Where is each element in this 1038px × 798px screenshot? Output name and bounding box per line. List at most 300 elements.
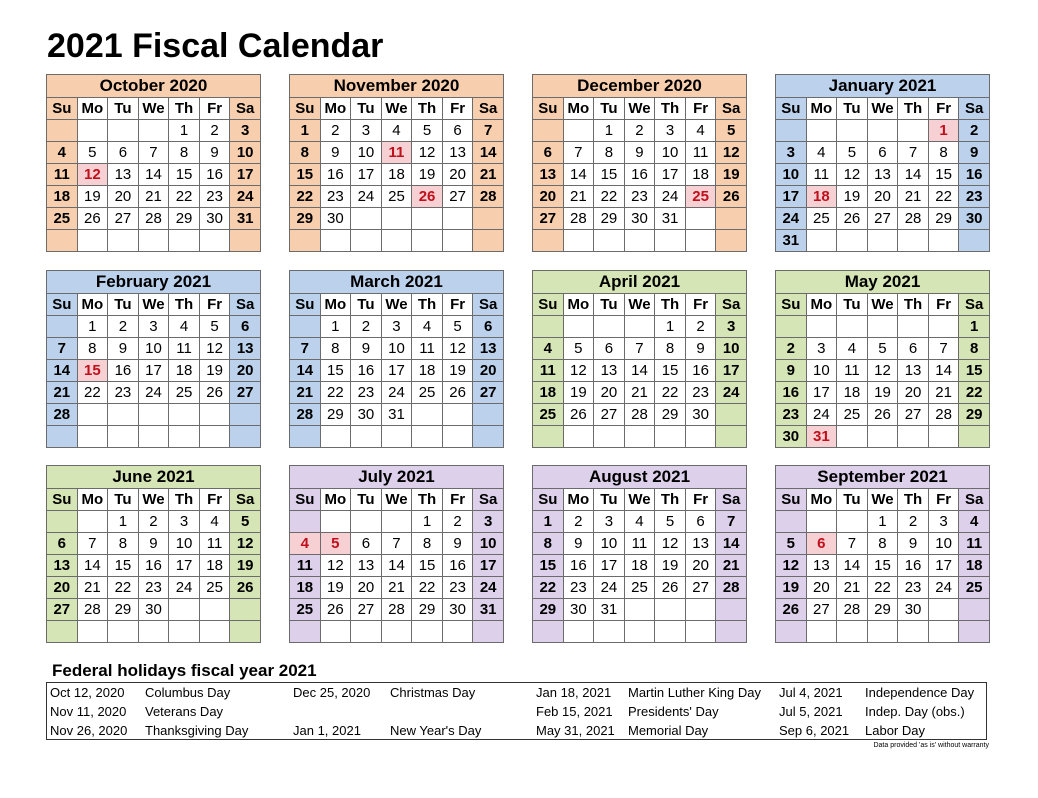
day-cell: 4 <box>806 142 837 164</box>
empty-cell <box>959 230 990 252</box>
day-cell: 7 <box>898 142 929 164</box>
day-cell: 3 <box>169 511 200 533</box>
holiday-day-cell: 25 <box>685 186 716 208</box>
weekday-header: Sa <box>230 294 261 316</box>
day-cell: 1 <box>108 511 139 533</box>
day-cell: 12 <box>867 360 898 382</box>
day-cell: 14 <box>716 533 747 555</box>
weekday-header: We <box>624 98 655 120</box>
weekday-header: We <box>138 294 169 316</box>
day-cell: 3 <box>230 120 261 142</box>
day-cell: 2 <box>898 511 929 533</box>
holiday-day-cell: 12 <box>77 164 108 186</box>
empty-cell <box>169 621 200 643</box>
day-cell: 5 <box>716 120 747 142</box>
weekday-header: Fr <box>928 294 959 316</box>
day-cell: 20 <box>442 164 473 186</box>
empty-cell <box>230 230 261 252</box>
day-cell: 19 <box>655 555 686 577</box>
empty-cell <box>47 120 78 142</box>
empty-cell <box>837 230 868 252</box>
day-cell: 2 <box>776 338 807 360</box>
day-cell: 10 <box>928 533 959 555</box>
day-cell: 15 <box>594 164 625 186</box>
weekday-header: Tu <box>108 294 139 316</box>
day-cell: 25 <box>199 577 230 599</box>
day-cell: 3 <box>473 511 504 533</box>
day-cell: 11 <box>199 533 230 555</box>
day-cell: 25 <box>837 404 868 426</box>
holiday-name: Independence Day <box>865 685 975 700</box>
day-cell: 5 <box>563 338 594 360</box>
weekday-header: Fr <box>442 294 473 316</box>
weekday-header: Fr <box>928 489 959 511</box>
empty-cell <box>867 120 898 142</box>
empty-cell <box>533 120 564 142</box>
empty-cell <box>199 426 230 448</box>
weekday-header: Su <box>776 294 807 316</box>
day-cell: 24 <box>351 186 382 208</box>
day-cell: 9 <box>108 338 139 360</box>
day-cell: 13 <box>442 142 473 164</box>
day-cell: 30 <box>351 404 382 426</box>
month-calendar <box>775 270 990 448</box>
weekday-header: We <box>867 294 898 316</box>
weekday-header: Th <box>655 294 686 316</box>
day-cell: 27 <box>108 208 139 230</box>
month-calendar <box>532 465 747 643</box>
weekday-header: Mo <box>77 294 108 316</box>
empty-cell <box>655 599 686 621</box>
day-cell: 27 <box>898 404 929 426</box>
empty-cell <box>806 621 837 643</box>
day-cell: 14 <box>928 360 959 382</box>
weekday-header: Tu <box>837 489 868 511</box>
day-cell: 22 <box>320 382 351 404</box>
empty-cell <box>806 316 837 338</box>
day-cell: 7 <box>47 338 78 360</box>
day-cell: 2 <box>108 316 139 338</box>
day-cell: 30 <box>320 208 351 230</box>
day-cell: 15 <box>655 360 686 382</box>
day-cell: 21 <box>473 164 504 186</box>
day-cell: 7 <box>928 338 959 360</box>
day-cell: 13 <box>685 533 716 555</box>
empty-cell <box>412 208 443 230</box>
day-cell: 18 <box>533 382 564 404</box>
day-cell: 26 <box>442 382 473 404</box>
month-title: April 2021 <box>533 271 747 294</box>
empty-cell <box>806 120 837 142</box>
day-cell: 16 <box>320 164 351 186</box>
weekday-header: Fr <box>199 98 230 120</box>
day-cell: 4 <box>624 511 655 533</box>
day-cell: 13 <box>533 164 564 186</box>
day-cell: 25 <box>169 382 200 404</box>
day-cell: 17 <box>716 360 747 382</box>
day-cell: 1 <box>655 316 686 338</box>
day-cell: 8 <box>412 533 443 555</box>
day-cell: 27 <box>867 208 898 230</box>
day-cell: 18 <box>290 577 321 599</box>
day-cell: 11 <box>412 338 443 360</box>
weekday-header: Fr <box>442 489 473 511</box>
empty-cell <box>624 230 655 252</box>
empty-cell <box>716 230 747 252</box>
weekday-header: Mo <box>563 98 594 120</box>
day-cell: 27 <box>442 186 473 208</box>
empty-cell <box>624 599 655 621</box>
day-cell: 8 <box>959 338 990 360</box>
empty-cell <box>928 599 959 621</box>
empty-cell <box>928 621 959 643</box>
empty-cell <box>716 621 747 643</box>
day-cell: 20 <box>685 555 716 577</box>
weekday-header: Su <box>776 98 807 120</box>
day-cell: 30 <box>685 404 716 426</box>
day-cell: 3 <box>655 120 686 142</box>
day-cell: 16 <box>959 164 990 186</box>
day-cell: 3 <box>806 338 837 360</box>
day-cell: 11 <box>806 164 837 186</box>
day-cell: 19 <box>837 186 868 208</box>
day-cell: 1 <box>959 316 990 338</box>
day-cell: 7 <box>837 533 868 555</box>
empty-cell <box>138 230 169 252</box>
weekday-header: Th <box>898 489 929 511</box>
day-cell: 10 <box>776 164 807 186</box>
empty-cell <box>624 316 655 338</box>
weekday-header: Sa <box>959 294 990 316</box>
day-cell: 3 <box>928 511 959 533</box>
weekday-header: Fr <box>685 98 716 120</box>
empty-cell <box>533 316 564 338</box>
empty-cell <box>351 426 382 448</box>
empty-cell <box>290 621 321 643</box>
empty-cell <box>594 621 625 643</box>
day-cell: 12 <box>230 533 261 555</box>
day-cell: 14 <box>624 360 655 382</box>
day-cell: 3 <box>138 316 169 338</box>
empty-cell <box>655 230 686 252</box>
day-cell: 8 <box>108 533 139 555</box>
weekday-header: Th <box>412 98 443 120</box>
day-cell: 21 <box>290 382 321 404</box>
day-cell: 15 <box>959 360 990 382</box>
empty-cell <box>928 426 959 448</box>
weekday-header: Sa <box>716 294 747 316</box>
empty-cell <box>867 621 898 643</box>
weekday-header: We <box>381 98 412 120</box>
day-cell: 6 <box>685 511 716 533</box>
holiday-row <box>47 683 986 702</box>
day-cell: 27 <box>230 382 261 404</box>
day-cell: 28 <box>928 404 959 426</box>
month-calendar <box>46 465 261 643</box>
day-cell: 14 <box>138 164 169 186</box>
day-cell: 12 <box>412 142 443 164</box>
empty-cell <box>533 426 564 448</box>
day-cell: 20 <box>47 577 78 599</box>
weekday-header: Th <box>169 294 200 316</box>
holiday-name: Veterans Day <box>145 704 224 719</box>
day-cell: 25 <box>381 186 412 208</box>
empty-cell <box>959 599 990 621</box>
day-cell: 31 <box>776 230 807 252</box>
month-title: October 2020 <box>47 75 261 98</box>
day-cell: 25 <box>290 599 321 621</box>
empty-cell <box>473 404 504 426</box>
day-cell: 25 <box>959 577 990 599</box>
day-cell: 26 <box>230 577 261 599</box>
day-cell: 30 <box>624 208 655 230</box>
day-cell: 20 <box>594 382 625 404</box>
day-cell: 21 <box>898 186 929 208</box>
weekday-header: Su <box>290 294 321 316</box>
weekday-header: Su <box>290 98 321 120</box>
day-cell: 12 <box>776 555 807 577</box>
weekday-header: Th <box>412 489 443 511</box>
month-calendar <box>532 74 747 252</box>
day-cell: 20 <box>867 186 898 208</box>
day-cell: 2 <box>563 511 594 533</box>
empty-cell <box>716 404 747 426</box>
empty-cell <box>77 426 108 448</box>
empty-cell <box>685 208 716 230</box>
day-cell: 22 <box>77 382 108 404</box>
empty-cell <box>108 120 139 142</box>
day-cell: 11 <box>533 360 564 382</box>
day-cell: 4 <box>412 316 443 338</box>
weekday-header: Fr <box>442 98 473 120</box>
day-cell: 17 <box>594 555 625 577</box>
day-cell: 10 <box>806 360 837 382</box>
day-cell: 24 <box>776 208 807 230</box>
day-cell: 25 <box>624 577 655 599</box>
day-cell: 9 <box>199 142 230 164</box>
day-cell: 21 <box>138 186 169 208</box>
day-cell: 16 <box>108 360 139 382</box>
empty-cell <box>594 426 625 448</box>
empty-cell <box>563 120 594 142</box>
day-cell: 19 <box>716 164 747 186</box>
empty-cell <box>351 511 382 533</box>
day-cell: 27 <box>685 577 716 599</box>
empty-cell <box>776 621 807 643</box>
day-cell: 13 <box>806 555 837 577</box>
empty-cell <box>442 230 473 252</box>
day-cell: 30 <box>563 599 594 621</box>
day-cell: 21 <box>77 577 108 599</box>
day-cell: 31 <box>230 208 261 230</box>
month-calendar <box>46 74 261 252</box>
weekday-header: Mo <box>77 489 108 511</box>
day-cell: 28 <box>837 599 868 621</box>
holiday-name: Martin Luther King Day <box>628 685 761 700</box>
day-cell: 12 <box>837 164 868 186</box>
empty-cell <box>47 511 78 533</box>
empty-cell <box>837 511 868 533</box>
month-calendar <box>289 270 504 448</box>
day-cell: 16 <box>442 555 473 577</box>
empty-cell <box>806 230 837 252</box>
day-cell: 21 <box>928 382 959 404</box>
weekday-header: We <box>381 294 412 316</box>
day-cell: 18 <box>412 360 443 382</box>
holidays-title: Federal holidays fiscal year 2021 <box>52 661 317 680</box>
day-cell: 4 <box>199 511 230 533</box>
empty-cell <box>685 599 716 621</box>
day-cell: 17 <box>655 164 686 186</box>
day-cell: 8 <box>928 142 959 164</box>
day-cell: 26 <box>867 404 898 426</box>
day-cell: 23 <box>199 186 230 208</box>
empty-cell <box>837 316 868 338</box>
day-cell: 20 <box>351 577 382 599</box>
holiday-row <box>47 702 986 721</box>
day-cell: 3 <box>594 511 625 533</box>
holiday-date: Jul 5, 2021 <box>779 704 843 719</box>
empty-cell <box>77 404 108 426</box>
day-cell: 15 <box>867 555 898 577</box>
day-cell: 26 <box>563 404 594 426</box>
empty-cell <box>837 426 868 448</box>
day-cell: 8 <box>655 338 686 360</box>
empty-cell <box>108 230 139 252</box>
empty-cell <box>442 404 473 426</box>
weekday-header: Th <box>655 489 686 511</box>
empty-cell <box>563 316 594 338</box>
weekday-header: We <box>138 489 169 511</box>
weekday-header: Mo <box>320 98 351 120</box>
month-calendar <box>775 74 990 252</box>
day-cell: 2 <box>351 316 382 338</box>
day-cell: 8 <box>320 338 351 360</box>
holiday-name: New Year's Day <box>390 723 482 738</box>
day-cell: 11 <box>685 142 716 164</box>
day-cell: 1 <box>412 511 443 533</box>
day-cell: 31 <box>381 404 412 426</box>
weekday-header: We <box>867 98 898 120</box>
day-cell: 29 <box>320 404 351 426</box>
day-cell: 26 <box>77 208 108 230</box>
empty-cell <box>928 230 959 252</box>
day-cell: 3 <box>776 142 807 164</box>
day-cell: 7 <box>290 338 321 360</box>
day-cell: 25 <box>47 208 78 230</box>
day-cell: 28 <box>381 599 412 621</box>
day-cell: 14 <box>473 142 504 164</box>
day-cell: 15 <box>533 555 564 577</box>
empty-cell <box>473 426 504 448</box>
day-cell: 29 <box>412 599 443 621</box>
day-cell: 27 <box>47 599 78 621</box>
day-cell: 13 <box>230 338 261 360</box>
day-cell: 26 <box>716 186 747 208</box>
empty-cell <box>381 621 412 643</box>
day-cell: 13 <box>898 360 929 382</box>
day-cell: 22 <box>533 577 564 599</box>
month-title: February 2021 <box>47 271 261 294</box>
day-cell: 22 <box>928 186 959 208</box>
month-title: September 2021 <box>776 466 990 489</box>
day-cell: 24 <box>138 382 169 404</box>
weekday-header: We <box>624 294 655 316</box>
day-cell: 23 <box>776 404 807 426</box>
weekday-header: Mo <box>563 294 594 316</box>
empty-cell <box>442 426 473 448</box>
day-cell: 8 <box>77 338 108 360</box>
day-cell: 9 <box>624 142 655 164</box>
day-cell: 13 <box>108 164 139 186</box>
day-cell: 22 <box>655 382 686 404</box>
empty-cell <box>716 599 747 621</box>
disclaimer-note: Data provided 'as is' without warranty <box>873 742 989 749</box>
day-cell: 6 <box>442 120 473 142</box>
day-cell: 28 <box>898 208 929 230</box>
day-cell: 17 <box>806 382 837 404</box>
holiday-name: Indep. Day (obs.) <box>865 704 965 719</box>
empty-cell <box>138 426 169 448</box>
weekday-header: Sa <box>230 489 261 511</box>
day-cell: 9 <box>442 533 473 555</box>
day-cell: 9 <box>320 142 351 164</box>
weekday-header: We <box>381 489 412 511</box>
day-cell: 20 <box>230 360 261 382</box>
day-cell: 28 <box>716 577 747 599</box>
day-cell: 26 <box>655 577 686 599</box>
day-cell: 8 <box>533 533 564 555</box>
page-title: 2021 Fiscal Calendar <box>47 27 384 65</box>
day-cell: 21 <box>624 382 655 404</box>
day-cell: 28 <box>563 208 594 230</box>
day-cell: 7 <box>563 142 594 164</box>
empty-cell <box>47 316 78 338</box>
empty-cell <box>412 230 443 252</box>
day-cell: 1 <box>77 316 108 338</box>
day-cell: 6 <box>351 533 382 555</box>
empty-cell <box>320 426 351 448</box>
day-cell: 13 <box>351 555 382 577</box>
day-cell: 30 <box>959 208 990 230</box>
day-cell: 11 <box>169 338 200 360</box>
day-cell: 17 <box>351 164 382 186</box>
day-cell: 11 <box>47 164 78 186</box>
weekday-header: Mo <box>320 294 351 316</box>
day-cell: 13 <box>867 164 898 186</box>
holiday-day-cell: 26 <box>412 186 443 208</box>
day-cell: 11 <box>624 533 655 555</box>
day-cell: 2 <box>624 120 655 142</box>
day-cell: 12 <box>655 533 686 555</box>
day-cell: 16 <box>898 555 929 577</box>
empty-cell <box>624 621 655 643</box>
empty-cell <box>290 511 321 533</box>
day-cell: 15 <box>108 555 139 577</box>
holiday-date: Jul 4, 2021 <box>779 685 843 700</box>
empty-cell <box>230 426 261 448</box>
weekday-header: Su <box>47 294 78 316</box>
day-cell: 15 <box>290 164 321 186</box>
day-cell: 6 <box>533 142 564 164</box>
holiday-date: Oct 12, 2020 <box>50 685 125 700</box>
day-cell: 15 <box>169 164 200 186</box>
day-cell: 28 <box>624 404 655 426</box>
empty-cell <box>77 511 108 533</box>
day-cell: 31 <box>655 208 686 230</box>
day-cell: 14 <box>381 555 412 577</box>
day-cell: 27 <box>473 382 504 404</box>
